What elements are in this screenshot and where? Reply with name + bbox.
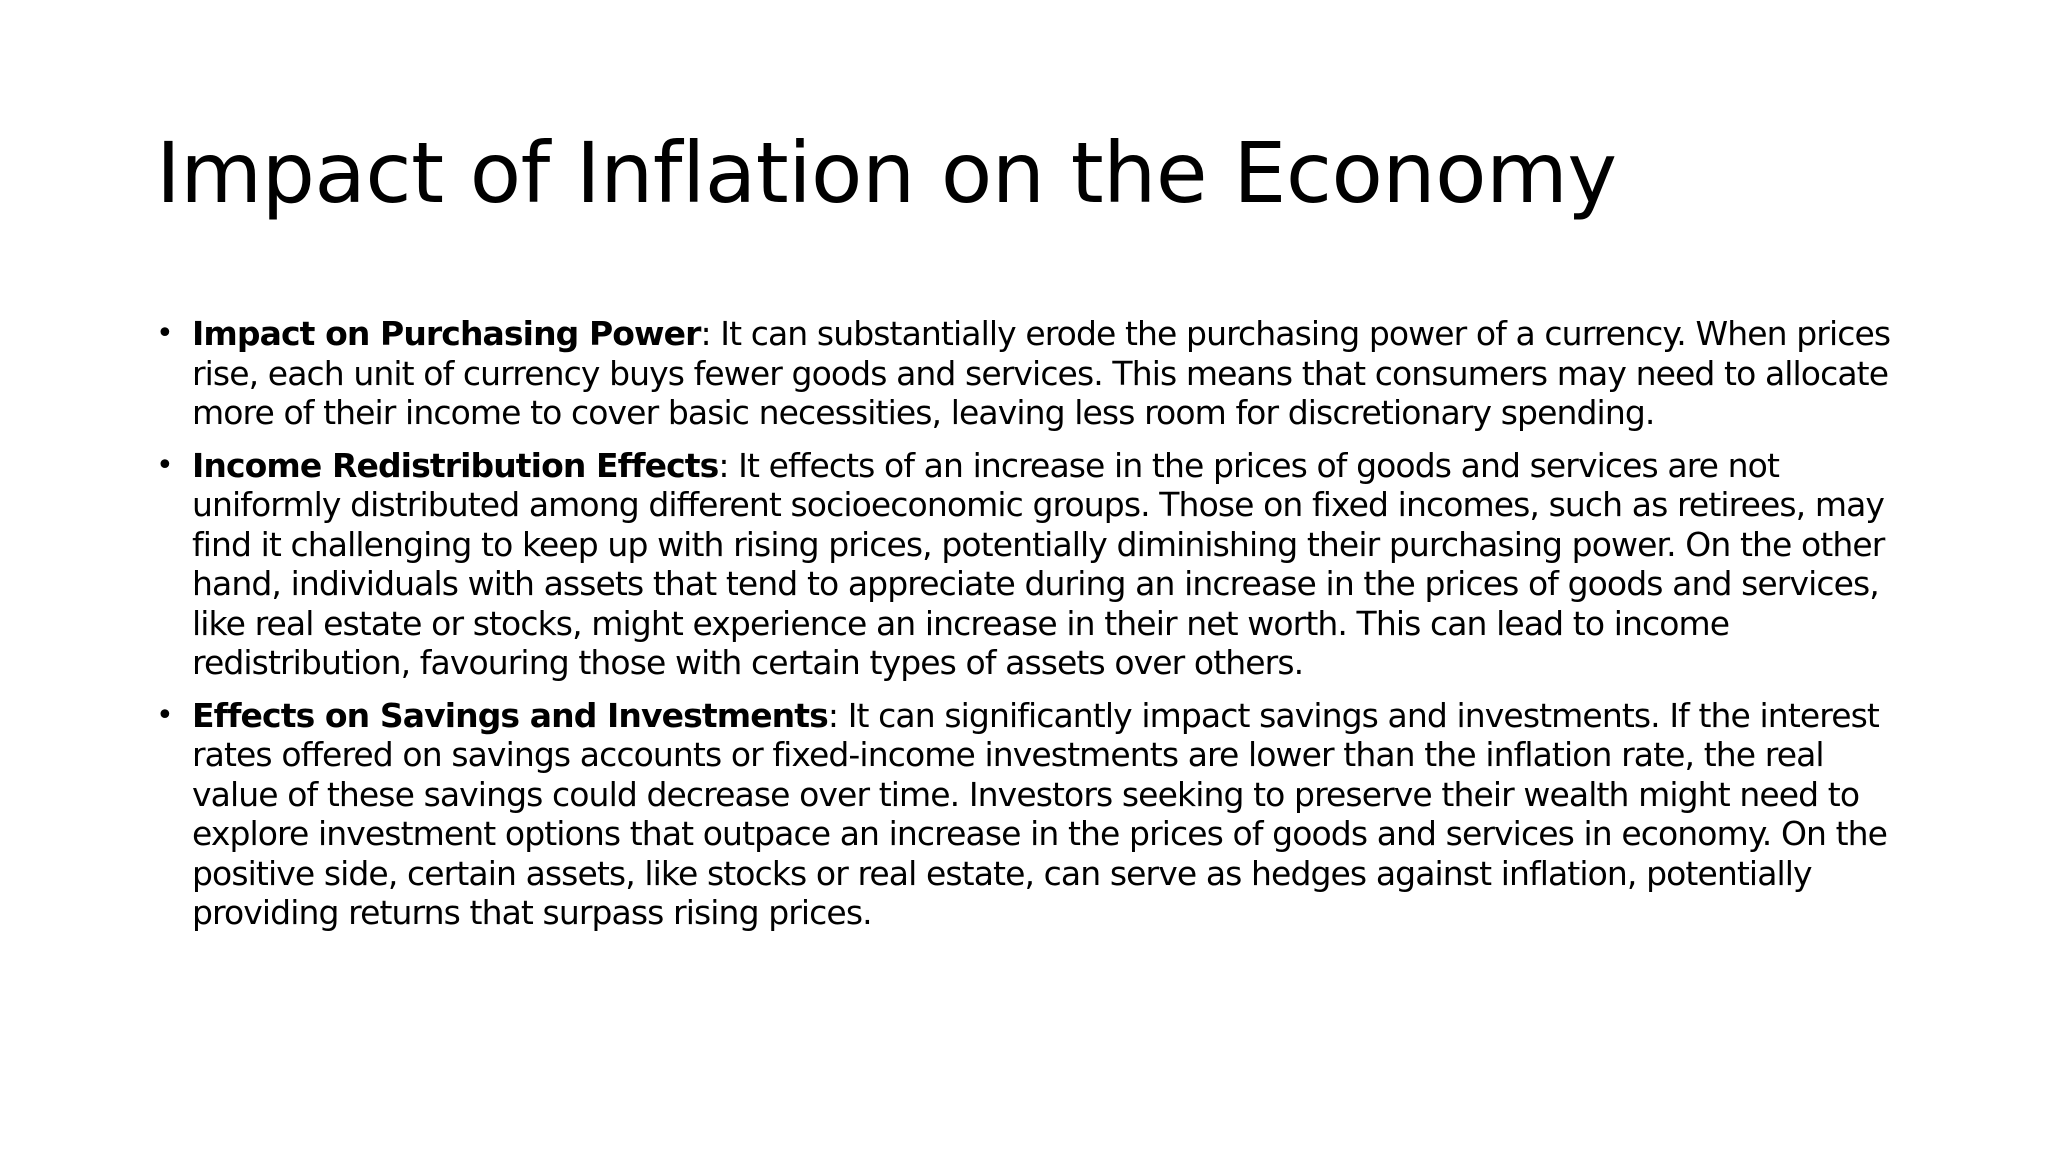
bullet-item-purchasing-power (156, 314, 1916, 433)
bullet-dot-icon: • (156, 316, 173, 351)
bullet-separator: : (700, 314, 711, 353)
bullet-dot-icon: • (156, 697, 173, 733)
bullet-separator: : (718, 445, 729, 485)
bullet-heading: Income Redistribution Effects (192, 445, 719, 485)
bullet-list (156, 314, 1916, 946)
bullet-text: It effects of an increase in the prices of goods and services are not uniformly distributed among different socioeconomic groups. Those on fixed incomes, such as retirees, may find it challenging to keep up with rising prices, potentially diminishing their purchasing power. On the other hand, individuals with assets that tend to appreciate during an increase in the prices of goods and services, like real estate or stocks, might experience an increase in their net worth. This can lead to income redistribution, favouring those with certain types of assets over others. (192, 445, 1885, 682)
bullet-dot-icon: • (156, 447, 173, 483)
bullet-separator: : (827, 695, 839, 735)
bullet-heading: Effects on Savings and Investments (192, 695, 828, 735)
bullet-item-income-redistribution (156, 446, 1916, 683)
slide-title: Impact of Inflation on the Economy (156, 124, 1617, 222)
bullet-text: It can substantially erode the purchasing power of a currency. When prices rise, each unit of currency buys fewer goods and services. This means that consumers may need to allocate more of their income to cover basic necessities, leaving less room for discretionary spending. (192, 314, 1891, 432)
bullet-heading: Impact on Purchasing Power (192, 314, 701, 353)
bullet-text: It can significantly impact savings and investments. If the interest rates offered on savings accounts or fixed-income investments are lower than the inflation rate, the real value of these savings could decrease over time. Investors seeking to preserve their wealth might need to explore investment options that outpace an increase in the prices of goods and services in economy. On the positive side, certain assets, like stocks or real estate, can serve as hedges against inflation, potentially providing returns that surpass rising prices. (192, 695, 1888, 932)
bullet-item-savings-investments (156, 696, 1916, 933)
